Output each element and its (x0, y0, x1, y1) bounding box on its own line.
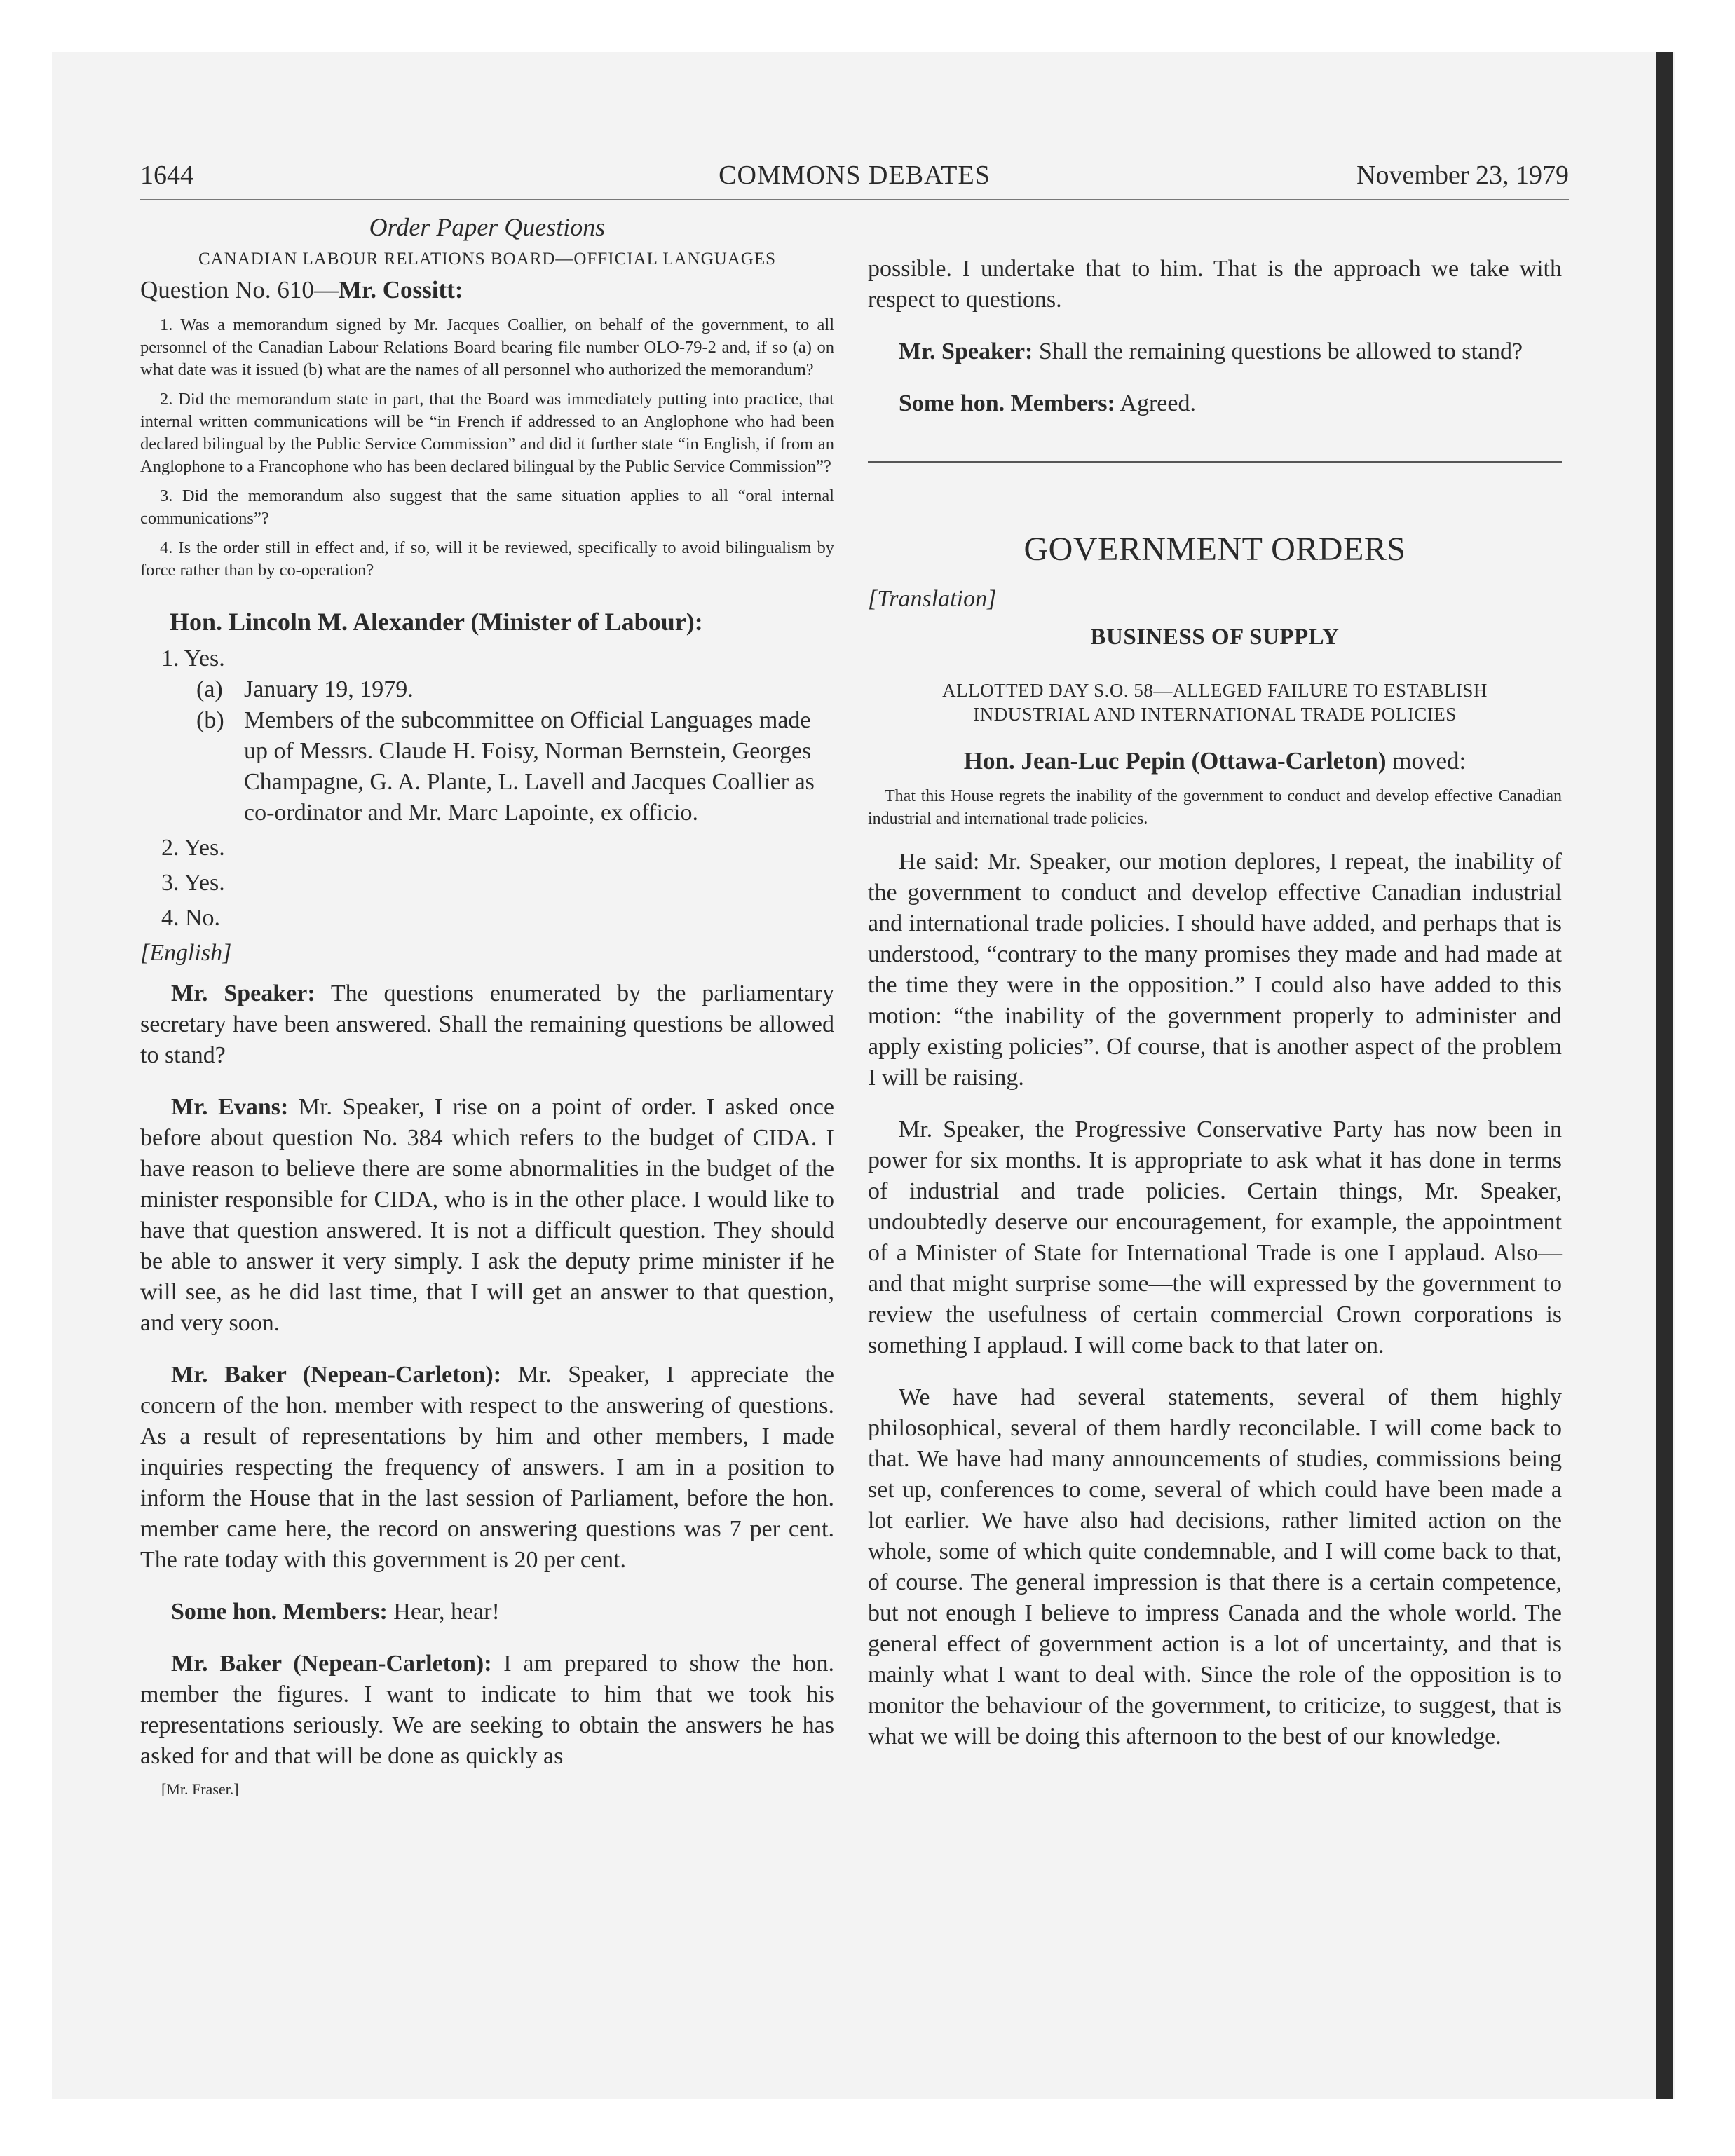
right-column (868, 254, 1562, 1773)
answer-item: 2. Yes. (161, 835, 225, 861)
speech-paragraph (868, 336, 1562, 367)
section-title-order-paper: Order Paper Questions (369, 213, 606, 241)
scan-edge-shadow (1656, 52, 1673, 2099)
speech-paragraph (140, 1649, 834, 1772)
subsection-title: BUSINESS OF SUPPLY (1090, 625, 1340, 650)
answer-subitem-text: January 19, 1979. (244, 676, 414, 702)
answer-subitem (140, 705, 834, 828)
speech-text: I am prepared to show the hon. member the figures. I want to indicate to him that we took his representations seriously. We are seeking to obtain the answers he has asked for and that will be done as quickly as (140, 1651, 834, 1769)
answer-subitem-text: Members of the subcommittee on Official Languages made up of Messrs. Claude H. Foisy, Norman Bernstein, Georges Champagne, G. A. Plante, L. Lavell and Jacques Coallier as co-ordinator and Mr. Marc Lapointe, ex officio. (244, 707, 815, 826)
speaker-name: Mr. Baker (Nepean-Carleton): (171, 1362, 502, 1388)
speaker-name: Mr. Speaker: (899, 339, 1033, 364)
speech-text: Mr. Speaker, I appreciate the concern of the hon. member with respect to the answering of questions. As a result of representations by him and other members, I made inquiries respecting the frequency of answers. I am in a position to inform the House that in the last session of Parliament, before the hon. member came here, the record on answering questions was 7 per cent. The rate today with this government is 20 per cent. (140, 1362, 834, 1573)
section-divider (868, 461, 1562, 463)
mover-verb: moved: (1386, 747, 1467, 775)
speaker-name: Mr. Speaker: (171, 981, 315, 1007)
speech-paragraph: Mr. Speaker, the Progressive Conservative Party has now been in power for six months. It is appropriate to ask what it has done in terms of industrial and trade policies. Certain things, Mr. Speaker, undoubtedly deserve our encouragement, for example, the appointment of a Minister of State for International Trade is one I applaud. Also—and that might surprise some—the will expressed by the government to review the usefulness of certain commercial Crown corporations is something I applaud. I will come back to that later on. (868, 1117, 1562, 1358)
speech-paragraph (140, 1597, 834, 1628)
speech-text: Hear, hear! (387, 1599, 500, 1625)
answer-subitem-label: (b) (196, 707, 224, 733)
question-item: 2. Did the memorandum state in part, that the Board was immediately putting into practice, that internal written communications will be “in French if addressed to an Anglophone who had been declared bilingual by the Public Service Commission” and did it further state “in English, if from an Anglophone to a Francophone who has been declared bilingual by the Public Service Commission”? (140, 390, 834, 476)
speaker-name: Some hon. Members: (171, 1599, 388, 1625)
publication-title: COMMONS DEBATES (719, 161, 991, 190)
speaker-name: Mr. Baker (Nepean-Carleton): (171, 1651, 492, 1677)
speech-paragraph (868, 388, 1562, 419)
page-date: November 23, 1979 (1356, 161, 1569, 190)
motion-mover (868, 747, 1562, 775)
question-topic: CANADIAN LABOUR RELATIONS BOARD—OFFICIAL LANGUAGES (198, 250, 777, 268)
mover-name: Hon. Jean-Luc Pepin (Ottawa-Carleton) (963, 747, 1387, 775)
question-item: 4. Is the order still in effect and, if so, will it be reviewed, specifically to avoid bilingualism by force rather than by co-operation? (140, 538, 834, 580)
speech-paragraph: He said: Mr. Speaker, our motion deplores, I repeat, the inability of the government to conduct and develop effective Canadian industrial and international trade policies. I should have added, and perhaps that is understood, “contrary to the many promises they made and had made at the time they were in the opposition.” I could also have added to this motion: “the inability of the government properly to administer and apply existing policies”. Of course, that is another aspect of the problem I will be raising. (868, 849, 1562, 1091)
allotted-day-heading (868, 678, 1562, 726)
motion-text: That this House regrets the inability of the government to conduct and develop effective Canadian industrial and international trade policies. (868, 787, 1562, 828)
section-title-government-orders: GOVERNMENT ORDERS (1023, 531, 1406, 568)
speech-text: Mr. Speaker, I rise on a point of order. I asked once before about question No. 384 which refers to the budget of CIDA. I have reason to believe there are some abnormalities in the budget of the minister responsible for CIDA, who is in the other place. I would like to have that question answered. It is not a difficult question. They should be able to answer it very simply. I ask the deputy prime minister if he will see, as he did last time, that I will get an answer to that question, and very soon. (140, 1094, 834, 1336)
answer-speaker: Hon. Lincoln M. Alexander (Minister of Labour): (170, 608, 703, 636)
speech-text: Shall the remaining questions be allowed to stand? (1033, 339, 1523, 364)
speech-paragraph (140, 978, 834, 1071)
language-tag: [Translation] (868, 586, 997, 612)
answer-item: 3. Yes. (161, 870, 225, 896)
question-item: 1. Was a memorandum signed by Mr. Jacques Coallier, on behalf of the government, to all personnel of the Canadian Labour Relations Board bearing file number OLO-79-2 and, if so (a) on what date was it issued (b) what are the names of all personnel who authorized the memorandum? (140, 315, 834, 379)
allotted-day-line: INDUSTRIAL AND INTERNATIONAL TRADE POLICIES (973, 704, 1457, 725)
speech-text: Agreed. (1115, 390, 1196, 416)
speech-paragraph (140, 1092, 834, 1339)
answer-item: 1. Yes. (161, 646, 225, 671)
answer-subitem (140, 674, 834, 705)
answer-subitem-label: (a) (196, 676, 223, 702)
speaker-name: Some hon. Members: (899, 390, 1115, 416)
continuation-paragraph: possible. I undertake that to him. That is the approach we take with respect to questions. (868, 256, 1562, 313)
question-item: 3. Did the memorandum also suggest that the same situation applies to all “oral internal communications”? (140, 486, 834, 528)
speech-text: The questions enumerated by the parliamentary secretary have been answered. Shall the remaining questions be allowed to stand? (140, 981, 834, 1068)
footnote: [Mr. Fraser.] (161, 1780, 239, 1798)
allotted-day-line: ALLOTTED DAY S.O. 58—ALLEGED FAILURE TO ESTABLISH (942, 680, 1488, 701)
speech-paragraph (140, 1360, 834, 1576)
answer-list (140, 643, 834, 934)
page-number: 1644 (140, 161, 193, 190)
language-tag: [English] (140, 940, 232, 966)
question-heading (140, 276, 834, 304)
answer-item: 4. No. (161, 905, 221, 931)
question-member: Mr. Cossitt: (338, 276, 463, 303)
page-header (140, 160, 1569, 200)
speaker-name: Mr. Evans: (171, 1094, 289, 1120)
speech-paragraph: We have had several statements, several of them highly philosophical, several of them hardly reconcilable. I will come back to that. We have had many announcements of studies, commissions being set up, conferences to come, several of which could have been made a lot earlier. We have also had decisions, rather limited action on the whole, some of which quite condemnable, and I will come back to that, of course. The general impression is that there is a certain competence, but not enough I believe to impress Canada and the whole world. The general effect of government action is a lot of uncertainty, and that is mainly what I want to deal with. Since the role of the opposition is to monitor the behaviour of the government, to criticize, to suggest, that is what we will be doing this afternoon to the best of our knowledge. (868, 1384, 1562, 1749)
question-label: Question No. 610— (140, 276, 339, 303)
left-column (140, 210, 834, 1799)
